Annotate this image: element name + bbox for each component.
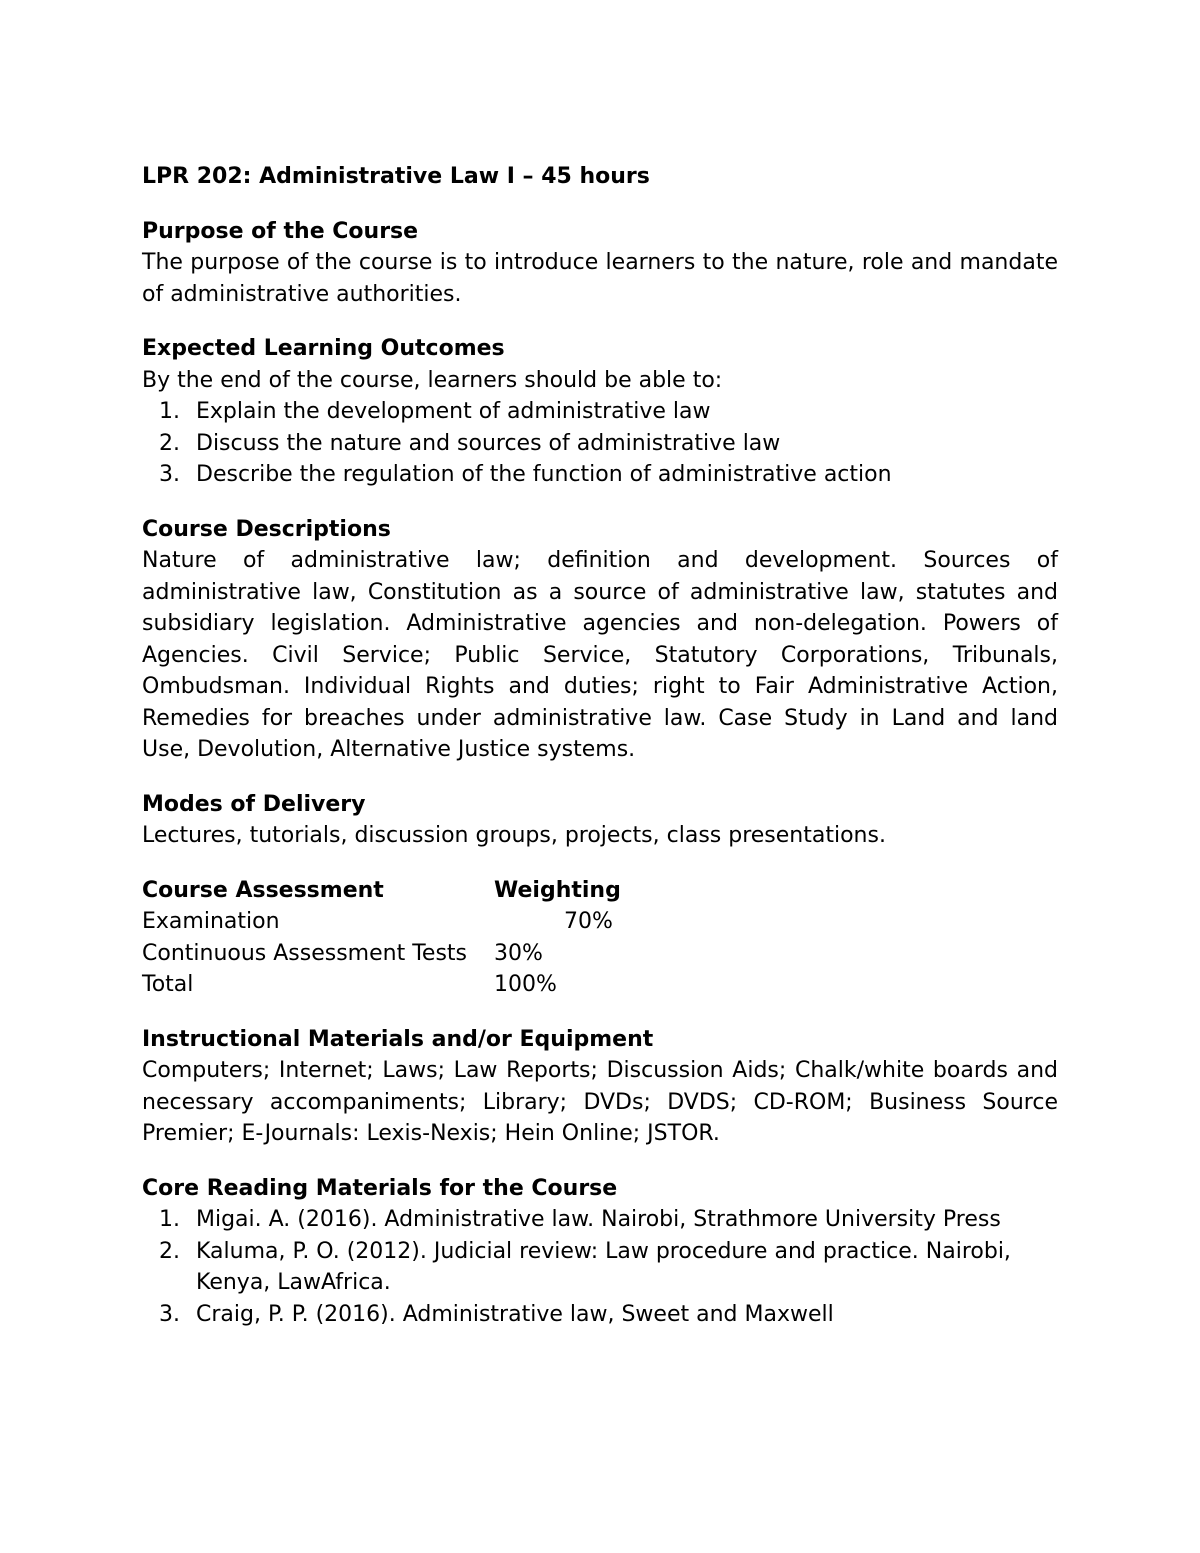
list-item — [142, 1204, 1022, 1236]
readings-heading: Core Reading Materials for the Course — [142, 1175, 618, 1201]
list-item-text: Craig, P. P. (2016). Administrative law, Sweet and Maxwell — [196, 1301, 834, 1327]
purpose-heading: Purpose of the Course — [142, 218, 419, 244]
assessment-value-cat: 30% — [494, 940, 543, 966]
delivery-heading: Modes of Delivery — [142, 791, 366, 817]
list-item — [142, 396, 1058, 428]
descriptions-text: Nature of administrative law; definition and development. Sources of administrative law, Constitution as a source of administrative law, statutes and subsidiary legislation. Administrative agencies and non-delegation. Powers of Agencies. Civil Service; Public Service, Statutory Corporations, Tribunals, Ombudsman. Individual Rights and duties; right to Fair Administrative Action, Remedies for breaches under administrative law. Case Study in Land and land Use, Devolution, Alternative Justice systems. — [142, 548, 1058, 762]
assessment-table — [142, 875, 1058, 1001]
materials-heading: Instructional Materials and/or Equipment — [142, 1026, 654, 1052]
assessment-value-examination: 70% — [564, 909, 613, 934]
list-item-text: Describe the regulation of the function of administrative action — [196, 462, 892, 487]
list-item-text: Kaluma, P. O. (2012). Judicial review: Law procedure and practice. Nairobi, Kenya, LawAfrica. — [196, 1238, 1011, 1295]
assessment-value-total: 100% — [494, 972, 557, 997]
outcomes-list — [142, 396, 1058, 491]
list-item-text: Explain the development of administrative law — [196, 399, 711, 424]
readings-list — [142, 1204, 1022, 1330]
purpose-text: The purpose of the course is to introduce learners to the nature, role and mandate of administrative authorities. — [142, 250, 1058, 307]
assessment-label-examination: Examination — [142, 909, 280, 934]
assessment-label-cat: Continuous Assessment Tests — [142, 940, 467, 966]
list-number: 1. — [159, 399, 180, 424]
list-item — [142, 1236, 1022, 1299]
list-number: 2. — [159, 1238, 180, 1264]
course-title: LPR 202: Administrative Law I – 45 hours — [142, 164, 650, 189]
assessment-label-total: Total — [142, 972, 194, 997]
materials-text: Computers; Internet; Laws; Law Reports; Discussion Aids; Chalk/white boards and necessary accompaniments; Library; DVDs; DVDS; CD-ROM; Business Source Premier; E-Journals: Lexis-Nexis; Hein Online; JSTOR. — [142, 1058, 1058, 1146]
list-item — [142, 1299, 1022, 1331]
list-number: 3. — [159, 1301, 180, 1327]
list-number: 2. — [159, 430, 180, 456]
document-content — [142, 161, 1058, 1330]
outcomes-intro: By the end of the course, learners should be able to: — [142, 367, 723, 393]
weighting-heading: Weighting — [494, 877, 621, 903]
list-item-text: Migai. A. (2016). Administrative law. Nairobi, Strathmore University Press — [196, 1207, 1001, 1232]
descriptions-heading: Course Descriptions — [142, 516, 391, 542]
list-number: 3. — [159, 462, 180, 487]
assessment-heading: Course Assessment — [142, 877, 384, 903]
list-number: 1. — [159, 1207, 180, 1232]
outcomes-heading: Expected Learning Outcomes — [142, 336, 505, 361]
delivery-text: Lectures, tutorials, discussion groups, projects, class presentations. — [142, 823, 886, 848]
list-item — [142, 459, 1058, 491]
list-item-text: Discuss the nature and sources of administrative law — [196, 430, 781, 456]
list-item — [142, 428, 1058, 460]
